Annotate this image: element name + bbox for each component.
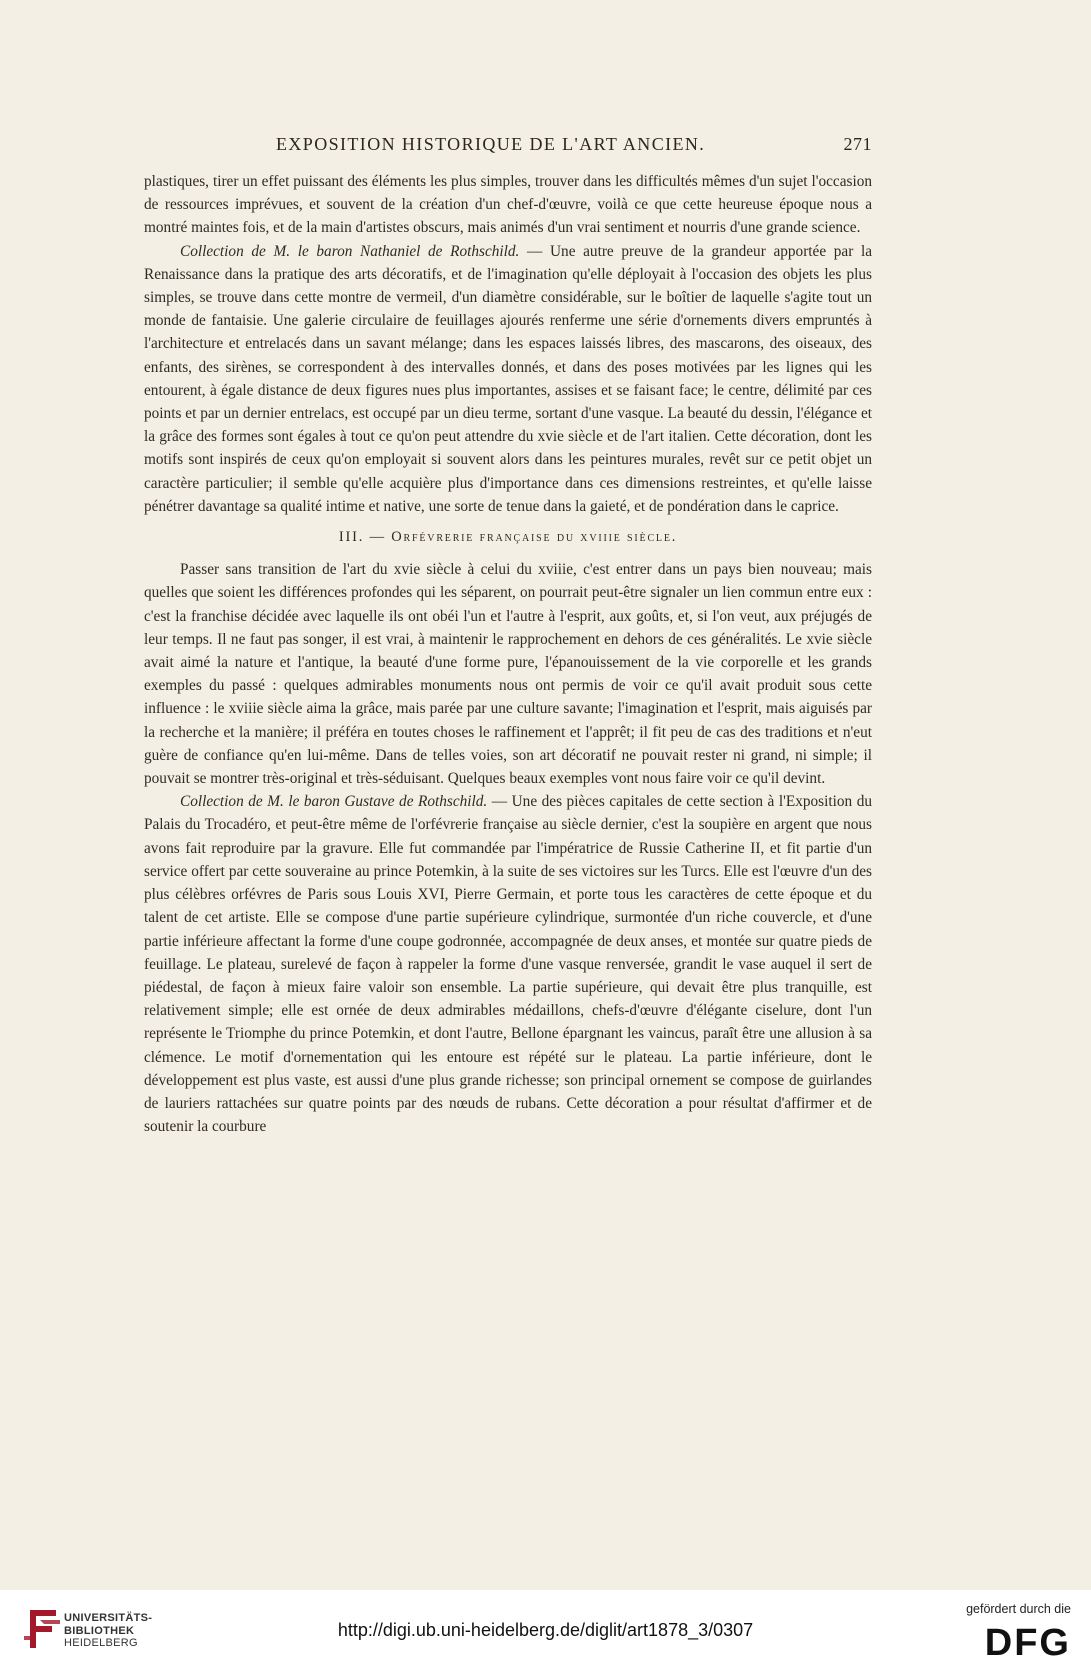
paragraph-section-intro: Passer sans transition de l'art du xvie siècle à celui du xviiie, c'est entrer dans un pays bien nouveau; mais quelles que soient les différences profondes qui les séparent, on pourrait peut-être signaler un lien commun entre eux : c'est la franchise décidée avec laquelle ils ont obéi l'un et l'autre à l'esprit, aux goûts, et, si l'on veut, aux préjugés de leur temps. Il ne faut pas songer, il est vrai, à maintenir le rapprochement en dehors de ces généralités. Le xvie siècle avait aimé la nature et l'antique, la beauté d'une forme pure, l'épanouissement de la vie corporelle et les grands exemples du passé : quelques admirables monuments nous ont permis de voir ce qu'il avait produit sous cette influence : le xviiie siècle aima la grâce, mais parée par une culture savante; l'imagination et l'esprit, mais aiguisés par la recherche et la manière; il préféra en toutes choses le raffinement et l'apprêt; il fit peu de cas des traditions et n'eut guère de confiance qu'en lui-même. Dans de telles voies, son art décoratif ne pouvait rester ni grand, ni simple; il pouvait se montrer très-original et très-séduisant. Quelques beaux exemples vont nous faire voir ce qu'il devint. (144, 561, 872, 788)
paragraph-text: — Une des pièces capitales de cette section à l'Exposition du Palais du Trocadéro, et peut-être même de l'orfévrerie française au siècle dernier, c'est la soupière en argent que nous avons fait reproduire par la gravure. Elle fut commandée par l'impératrice de Russie Catherine II, et fit partie d'un service offert par cette souveraine au prince Potemkin, à la suite de ses victoires sur les Turcs. Elle est l'œuvre d'un des plus célèbres orfévres de Paris sous Louis XVI, Pierre Germain, et porte tous les caractères de cette époque et du talent de cet artiste. Elle se compose d'une partie supérieure cylindrique, surmontée d'un riche couvercle, et d'une partie inférieure affectant la forme d'une coupe godronnée, accompagnée de deux anses, et montée sur quatre pieds de feuillage. Le plateau, surelevé de façon à rappeler la forme d'une vasque renversée, grandit le vase auquel il sert de piédestal, de façon à mieux faire valoir son ensemble. La partie supérieure, qui devait être plus tranquille, est relativement simple; elle est ornée de deux admirables médaillons, chefs-d'œuvre d'élégante ciselure, dont l'un représente le Triomphe du prince Potemkin, et dont l'autre, Bellone épargnant les vaincus, paraît être une allusion à sa clémence. Le motif d'ornementation qui les entoure est répété sur le plateau. La partie inférieure, dont le développement est plus vaste, est aussi d'une plus grande richesse; son principal ornement se compose de guirlandes de lauriers rattachées sur quatre points par des nœuds de rubans. Cette décoration a pour résultat d'affirmer et de soutenir la courbure (144, 793, 872, 1136)
library-name-line: BIBLIOTHEK (64, 1624, 135, 1637)
paragraph-nathaniel-collection (144, 240, 872, 518)
collection-label: Collection de M. le baron Gustave de Rothschild. (180, 793, 488, 811)
body-text (144, 170, 872, 1138)
paragraph-gustave-collection (144, 790, 872, 1138)
paragraph-continuation: plastiques, tirer un effet puissant des éléments les plus simples, trouver dans les difficultés mêmes d'un sujet l'occasion de ressources imprévues, et souvent de la création d'un chef-d'œuvre, voilà ce que cette heureuse époque nous a montré maintes fois, et de la main d'artistes obscurs, mais animés d'un vrai sentiment et nourris d'une grande science. (144, 173, 872, 237)
running-title: EXPOSITION HISTORIQUE DE L'ART ANCIEN. (276, 134, 706, 154)
page-number: 271 (843, 134, 872, 154)
section-heading: III. — Orfévrerie française du xviiie siècle. (338, 529, 678, 546)
dfg-logo: DFG (984, 1622, 1071, 1664)
paragraph-text: — Une autre preuve de la grandeur apportée par la Renaissance dans la pratique des arts décoratifs, et de l'imagination qu'elle déployait à l'occasion des objets les plus simples, se trouve dans cette montre de vermeil, d'un diamètre considérable, sur le boîtier de laquelle s'agite tout un monde de fantaisie. Une galerie circulaire de feuillages ajourés renferme une série d'ornements divers empruntés à l'architecture et entrelacés dans un savant mélange; dans les espaces laissés libres, des mascarons, des oiseaux, des enfants, des sirènes, se correspondent à des intervalles donnés, et dans des poses motivées par les lignes qui les entourent, à égale distance de deux figures nues plus importantes, assises et se faisant face; le centre, délimité par ces points et par un dernier entrelacs, est occupé par un dieu terme, sortant d'une vasque. La beauté du dessin, l'élégance et la grâce des formes sont égales à tout ce qu'on peut attendre du xvie siècle et de l'art italien. Cette décoration, dont les motifs sont inspirés de ceux qu'on employait si souvent alors dans les peintures murales, revêt sur ce petit objet un caractère particulier; il semble qu'elle acquière plus d'importance dans ces dimensions restreintes, et qu'elle laisse pénétrer davantage sa qualité intime et native, une sorte de tenue dans la gaieté, et de pondération dans le caprice. (144, 242, 872, 515)
footer-bar (0, 1590, 1091, 1676)
funded-by-label: gefördert durch die (966, 1602, 1071, 1616)
source-url-link[interactable]: http://digi.ub.uni-heidelberg.de/diglit/art1878_3/0307 (337, 1620, 754, 1640)
collection-label: Collection de M. le baron Nathaniel de Rothschild. (180, 242, 520, 260)
library-name-line: HEIDELBERG (64, 1637, 138, 1649)
library-name-line: UNIVERSITÄTS- (64, 1612, 153, 1624)
